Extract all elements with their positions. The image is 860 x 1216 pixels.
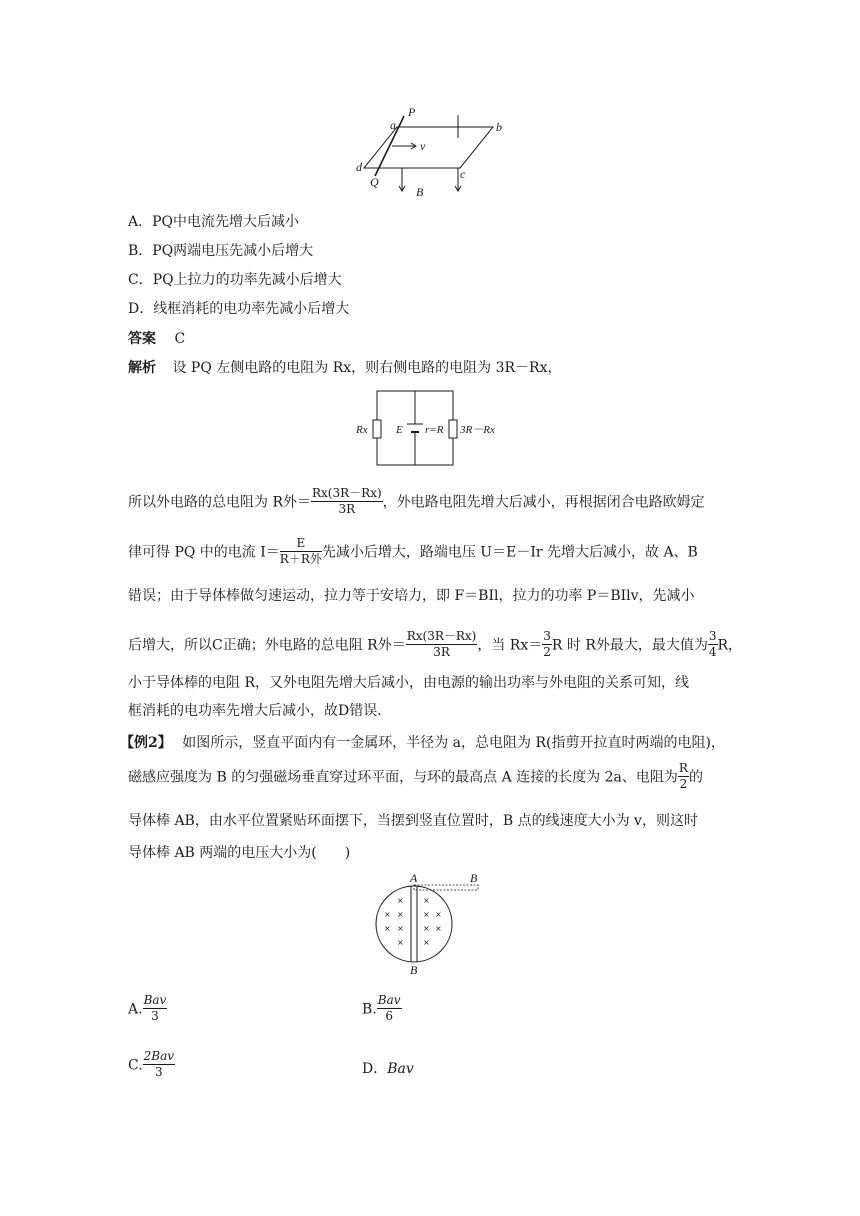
analysis-line-4: 错误；由于导体棒做匀速运动，拉力等于安培力，即 F＝BIl，拉力的功率 P＝BIlv，先减小 <box>128 588 695 604</box>
label-d: d <box>356 160 362 174</box>
svg-text:×: × <box>384 924 391 933</box>
ring-label-B-bottom: B <box>410 963 418 977</box>
rod-frame-figure <box>350 100 510 205</box>
option-1-B: B．PQ两端电压先减小后增大 <box>128 243 314 259</box>
answer-line <box>128 329 185 349</box>
svg-text:×: × <box>435 910 442 919</box>
ring-label-A: A <box>410 872 418 885</box>
svg-text:×: × <box>397 924 404 933</box>
option-2-C: C. $\frac{\text{2Bav}}{3}$ <box>128 1049 175 1079</box>
circuit-figure <box>350 388 510 470</box>
label-P: P <box>408 105 416 119</box>
circuit-left-label: Rx <box>356 424 368 436</box>
analysis-line-3 <box>128 537 698 568</box>
resistor-rx <box>373 420 381 438</box>
label-a: a <box>390 118 396 132</box>
answer-value: C <box>174 331 186 347</box>
label-B: B <box>416 185 424 199</box>
frame-parallelogram <box>364 127 493 168</box>
fraction-5: $\frac{3}{4}$ <box>708 629 717 659</box>
example2-line-2: 磁感应强度为 B 的匀强磁场垂直穿过环平面，与环的最高点 A 连接的长度为 2a、电阻为 $\frac{R}{2}$ 的 <box>128 761 703 791</box>
analysis-line-5: 后增大，所以C正确；外电路的总电阻 R外＝ $\frac{Rx(3R-Rx)}{3R}$ ，当 Rx＝ $\frac{3}{2}$ R 时 R外最大，最大值为 $\frac{3}{4}$ R， <box>128 629 743 659</box>
circuit-r-label: r=R <box>425 424 444 436</box>
option-1-A: A．PQ中电流先增大后减小 <box>128 214 300 230</box>
svg-text:×: × <box>423 896 430 905</box>
answer-label: 答案 <box>128 331 156 347</box>
example2-line-4: 导体棒 AB 两端的电压大小为( ) <box>128 845 351 861</box>
option-1-D: D．线框消耗的电功率先减小后增大 <box>128 301 350 317</box>
analysis-l3b: 先减小后增大，路端电压 U＝E－Ir 先增大后减小，故 A、B <box>321 544 698 561</box>
option-1-C: C．PQ上拉力的功率先减小后增大 <box>128 272 342 288</box>
example2-line-3: 导体棒 AB，由水平位置紧贴环面摆下，当摆到竖直位置时，B 点的线速度大小为 v，则这时 <box>128 813 698 829</box>
label-c: c <box>460 167 466 181</box>
fraction-2: $\frac{E}{\text{R＋R外}}$ <box>279 536 322 566</box>
ring-label-B-top: B <box>470 872 478 885</box>
svg-text:×: × <box>397 938 404 947</box>
svg-text:×: × <box>397 896 404 905</box>
analysis-line-6: 小于导体棒的电阻 R，又外电阻先增大后减小，由电源的输出功率与外电阻的关系可知，线 <box>128 675 689 691</box>
option-2-D: D．Bav <box>362 1061 414 1077</box>
svg-text:×: × <box>384 910 391 919</box>
svg-text:×: × <box>423 938 430 947</box>
option-2-B: B. $\frac{\text{Bav}}{6}$ <box>362 993 401 1023</box>
analysis-line-2 <box>128 487 705 518</box>
option-2-A: A. $\frac{\text{Bav}}{3}$ <box>128 993 167 1023</box>
svg-text:×: × <box>423 924 430 933</box>
analysis-line-1 <box>128 358 561 378</box>
circuit-E-label: E <box>396 424 403 436</box>
analysis-l2a: 所以外电路的总电阻为 R外＝ <box>128 494 311 511</box>
analysis-label: 解析 <box>128 360 156 376</box>
svg-text:×: × <box>397 910 404 919</box>
analysis-line-7: 框消耗的电功率先增大后减小，故D错误． <box>128 703 392 719</box>
fraction-3: $\frac{Rx(3R-Rx)}{3R}$ <box>406 629 477 659</box>
analysis-text-1: 设 PQ 左侧电路的电阻为 Rx，则右侧电路的电阻为 3R－Rx， <box>172 360 562 376</box>
svg-text:×: × <box>435 924 442 933</box>
fraction-4: $\frac{3}{2}$ <box>543 629 551 659</box>
svg-text:×: × <box>423 910 430 919</box>
label-v: v <box>420 139 426 153</box>
fraction-6: $\frac{R}{2}$ <box>678 761 688 791</box>
circuit-right-label: 3R－Rx <box>460 424 495 436</box>
example2-line-1: 【例2】 如图所示，竖直平面内有一金属环，半径为 a，总电阻为 R(指剪开拉直时两端的电阻)， <box>120 735 725 751</box>
fraction-1: $\frac{Rx(3R-Rx)}{3R}$ <box>312 486 382 516</box>
ring-figure <box>370 872 490 980</box>
label-b: b <box>496 120 502 134</box>
resistor-right <box>449 420 457 438</box>
example2-label: 【例2】 <box>120 735 172 751</box>
analysis-l2b: ，外电路电阻先增大后减小，再根据闭合电路欧姆定 <box>382 494 705 511</box>
analysis-l3a: 律可得 PQ 中的电流 I＝ <box>128 544 280 561</box>
label-Q: Q <box>370 175 379 189</box>
